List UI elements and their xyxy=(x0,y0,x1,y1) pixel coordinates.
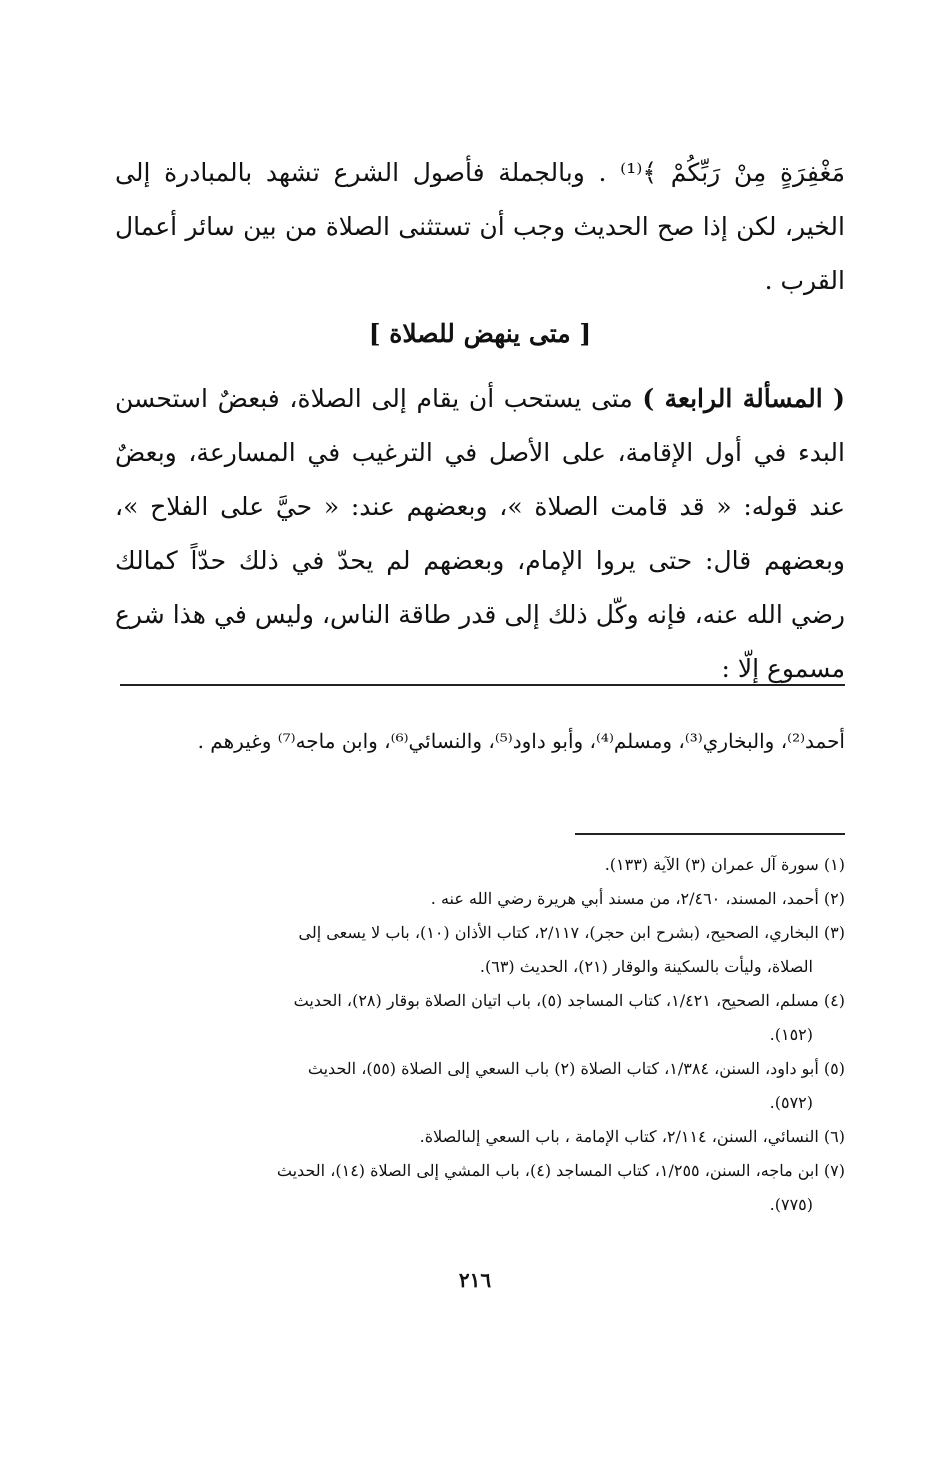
footnote-item xyxy=(120,882,845,916)
footnote-item xyxy=(120,1154,845,1222)
paragraph-narrators: أحمد⁽²⁾، والبخاري⁽³⁾، ومسلم⁽⁴⁾، وأبو داود⁽⁵⁾، والنسائي⁽⁶⁾، وابن ماجه⁽⁷⁾ وغيرهم . xyxy=(197,729,845,753)
footnote-text: (٤) مسلم، الصحيح، ١/٤٢١، كتاب المساجد (٥)، باب اتيان الصلاة بوقار (٢٨)، الحديث xyxy=(293,991,845,1010)
footnote-text: (١) سورة آل عمران (٣) الآية (١٣٣). xyxy=(604,855,845,874)
issue-body: متى يستحب أن يقام إلى الصلاة، فبعضٌ استحسن البدء في أول الإقامة، على الأصل في الترغيب في المسارعة، وبعضٌ عند قوله: « قد قامت الصلاة »، وبعضهم عند: « حيَّ على الفلاح »، وبعضهم قال: حتى يروا الإمام، وبعضهم لم يحدّ في ذلك حدّاً كمالك رضي الله عنه، فإنه وكّل ذلك إلى قدر طاقة الناس، وليس في هذا شرع مسموع إلّا : xyxy=(115,384,845,683)
footnote-continuation: الصلاة، وليأت بالسكينة والوقار (٢١)، الحديث (٦٣). xyxy=(479,957,813,976)
footnote-text: (٢) أحمد، المسند، ٢/٤٦٠، من مسند أبي هريرة رضي الله عنه . xyxy=(430,889,845,908)
footnote-text: (٦) النسائي، السنن، ٢/١١٤، كتاب الإمامة ، باب السعي إلىالصلاة. xyxy=(419,1127,845,1146)
footnote-continuation: (٥٧٢). xyxy=(769,1093,813,1112)
page-split-divider xyxy=(120,684,845,686)
footnote-item xyxy=(120,984,845,1052)
paragraph-opening: مَغْفِرَةٍ مِنْ رَبِّكُمْ ﴾⁽¹⁾ . وبالجملة فأصول الشرع تشهد بالمبادرة إلى الخير، لكن إذا صح الحديث وجب أن تستثنى الصلاة من بين سائر أعمال القرب . xyxy=(115,158,845,295)
footnotes xyxy=(120,848,845,1222)
paragraph-fourth-issue xyxy=(115,372,845,696)
issue-label: ( المسألة الرابعة ) xyxy=(642,384,845,413)
section-heading: [ متى ينهض للصلاة ] xyxy=(368,319,592,348)
footnote-continuation: (١٥٢). xyxy=(769,1025,813,1044)
footnote-text: (٣) البخاري، الصحيح، (بشرح ابن حجر)، ٢/١١٧، كتاب الأذان (١٠)، باب لا يسعى إلى xyxy=(298,923,845,942)
footnote-item xyxy=(120,1120,845,1154)
footnote-item xyxy=(120,1052,845,1120)
footnote-continuation: (٧٧٥). xyxy=(769,1195,813,1214)
footnote-item xyxy=(120,916,845,984)
footnote-text: (٧) ابن ماجه، السنن، ١/٢٥٥، كتاب المساجد (٤)، باب المشي إلى الصلاة (١٤)، الحديث xyxy=(276,1161,845,1180)
footnote-divider xyxy=(575,833,845,835)
page-number: ٢١٦ xyxy=(458,1268,492,1292)
footnote-text: (٥) أبو داود، السنن، ١/٣٨٤، كتاب الصلاة (٢) باب السعي إلى الصلاة (٥٥)، الحديث xyxy=(307,1059,845,1078)
footnote-item xyxy=(120,848,845,882)
